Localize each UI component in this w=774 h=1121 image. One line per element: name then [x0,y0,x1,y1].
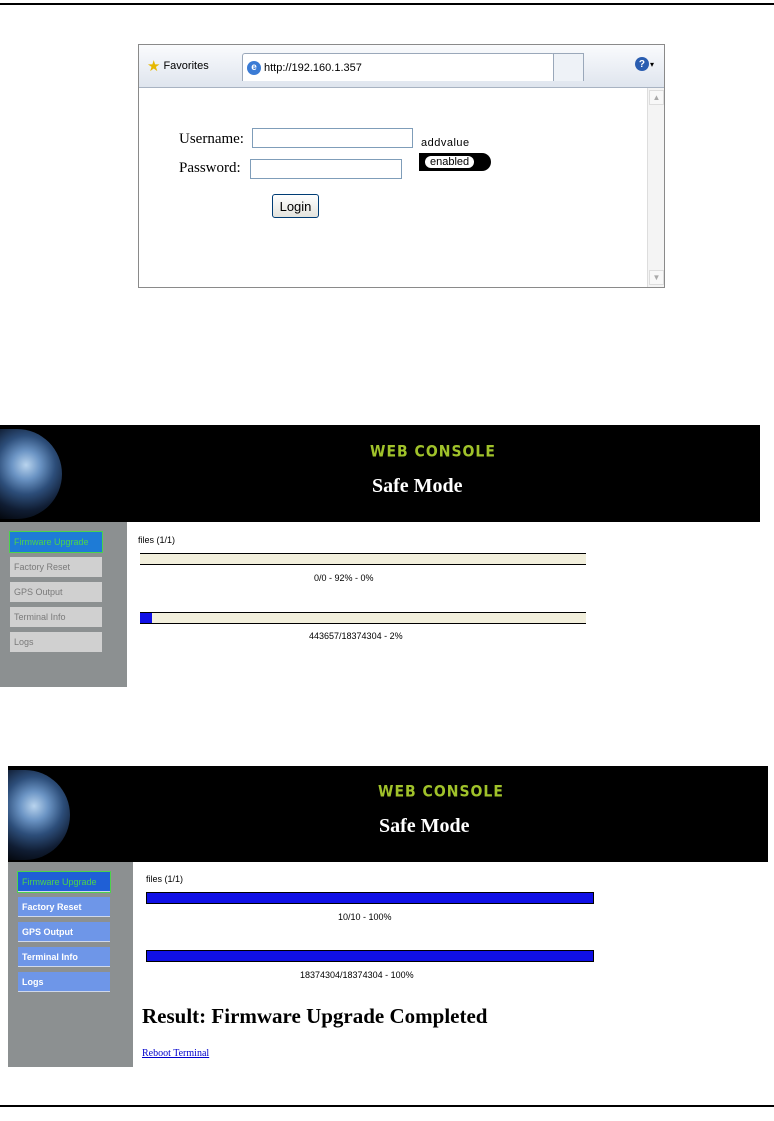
favorites-label: Favorites [163,60,209,72]
reboot-terminal-link[interactable]: Reboot Terminal [142,1048,210,1059]
username-label: Username: [179,131,244,147]
progress-text-2: 18374304/18374304 - 100% [300,970,414,980]
sidebar [0,522,127,687]
menu-gps-output[interactable]: GPS Output [10,582,102,602]
scroll-down-icon[interactable]: ▼ [649,270,664,285]
files-count: files (1/1) [146,874,184,884]
help-icon: ? [635,57,649,71]
menu-firmware-upgrade[interactable]: Firmware Upgrade [18,872,110,892]
ie-icon: e [247,61,261,75]
progress-text-2: 443657/18374304 - 2% [309,631,403,641]
browser-window [138,44,665,288]
password-input[interactable] [250,159,402,179]
progress-bar-1 [146,892,594,904]
sidebar [8,862,133,1067]
menu-firmware-upgrade[interactable]: Firmware Upgrade [10,532,102,552]
safe-mode-title: Safe Mode [372,475,463,497]
menu-factory-reset[interactable]: Factory Reset [18,897,110,917]
logo-line1: addvalue [421,137,470,149]
top-rule [0,3,774,5]
tab-url: http://192.160.1.357 [264,61,362,74]
progress-fill-2 [147,951,593,961]
username-input[interactable] [252,128,413,148]
menu-logs[interactable]: Logs [18,972,110,992]
console-progress [0,425,760,687]
result-heading: Result: Firmware Upgrade Completed [142,1004,488,1028]
scroll-up-icon[interactable]: ▲ [649,90,664,105]
safe-mode-title: Safe Mode [379,815,470,837]
menu-terminal-info[interactable]: Terminal Info [10,607,102,627]
progress-bar-1 [140,553,586,565]
console-header [0,425,760,522]
globe-icon [0,429,62,519]
browser-toolbar [139,45,664,88]
star-icon: ★ [147,58,161,75]
login-button[interactable]: Login [272,194,319,218]
files-count: files (1/1) [138,535,176,545]
progress-fill-2 [140,613,152,623]
vertical-scrollbar[interactable] [647,88,664,287]
logo-line2: enabled [425,156,474,168]
globe-icon [8,770,70,860]
browser-tab[interactable] [242,53,555,81]
help-button[interactable] [635,57,654,71]
password-label: Password: [179,160,241,176]
menu-gps-output[interactable]: GPS Output [18,922,110,942]
addvalue-logo [419,137,495,173]
menu-logs[interactable]: Logs [10,632,102,652]
favorites-button[interactable] [147,57,209,75]
menu-factory-reset[interactable]: Factory Reset [10,557,102,577]
progress-bar-2 [140,612,586,624]
menu-terminal-info[interactable]: Terminal Info [18,947,110,967]
web-console-title: WEB CONSOLE [370,442,496,462]
chevron-down-icon: ▾ [649,59,654,69]
progress-text-1: 0/0 - 92% - 0% [314,573,374,583]
web-console-title: WEB CONSOLE [378,782,504,802]
console-header [8,766,768,862]
progress-text-1: 10/10 - 100% [338,912,392,922]
bottom-rule [0,1105,774,1107]
progress-fill-1 [147,893,593,903]
progress-bar-2 [146,950,594,962]
new-tab-button[interactable] [553,53,584,81]
console-complete [8,766,768,1067]
